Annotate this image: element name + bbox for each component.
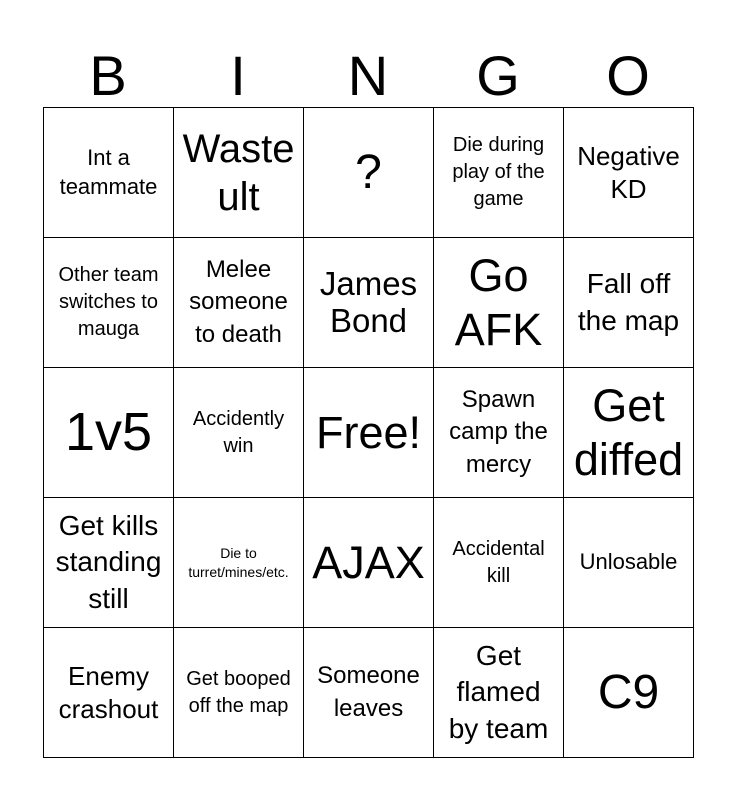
header-letter-b: B bbox=[89, 44, 127, 107]
header-letter-n: N bbox=[347, 44, 389, 107]
bingo-cell[interactable]: Die to turret/mines/etc. bbox=[174, 498, 304, 628]
bingo-cell[interactable]: AJAX bbox=[304, 498, 434, 628]
bingo-cell[interactable]: Int a teammate bbox=[44, 108, 174, 238]
bingo-cell[interactable]: Accidental kill bbox=[434, 498, 564, 628]
bingo-cell[interactable]: 1v5 bbox=[44, 368, 174, 498]
free-space-cell[interactable]: Free! bbox=[304, 368, 434, 498]
header-letter-g: G bbox=[476, 44, 520, 107]
bingo-cell[interactable]: Go AFK bbox=[434, 238, 564, 368]
bingo-cell[interactable]: Get diffed bbox=[564, 368, 694, 498]
header-letter-o: O bbox=[606, 44, 650, 107]
bingo-cell[interactable]: Enemy crashout bbox=[44, 628, 174, 758]
bingo-cell[interactable]: Die during play of the game bbox=[434, 108, 564, 238]
bingo-board bbox=[43, 107, 694, 758]
bingo-cell[interactable]: Unlosable bbox=[564, 498, 694, 628]
bingo-cell[interactable]: ? bbox=[304, 108, 434, 238]
bingo-header bbox=[43, 46, 693, 106]
bingo-cell[interactable]: Fall off the map bbox=[564, 238, 694, 368]
header-letter-i: I bbox=[230, 44, 246, 107]
bingo-cell[interactable]: Melee someone to death bbox=[174, 238, 304, 368]
bingo-cell[interactable]: Waste ult bbox=[174, 108, 304, 238]
bingo-cell[interactable]: Negative KD bbox=[564, 108, 694, 238]
bingo-cell[interactable]: Spawn camp the mercy bbox=[434, 368, 564, 498]
bingo-cell[interactable]: Accidently win bbox=[174, 368, 304, 498]
bingo-cell[interactable]: Other team switches to mauga bbox=[44, 238, 174, 368]
bingo-cell[interactable]: Someone leaves bbox=[304, 628, 434, 758]
bingo-cell[interactable]: James Bond bbox=[304, 238, 434, 368]
bingo-cell[interactable]: Get kills standing still bbox=[44, 498, 174, 628]
bingo-cell[interactable]: Get booped off the map bbox=[174, 628, 304, 758]
bingo-cell[interactable]: Get flamed by team bbox=[434, 628, 564, 758]
bingo-cell[interactable]: C9 bbox=[564, 628, 694, 758]
